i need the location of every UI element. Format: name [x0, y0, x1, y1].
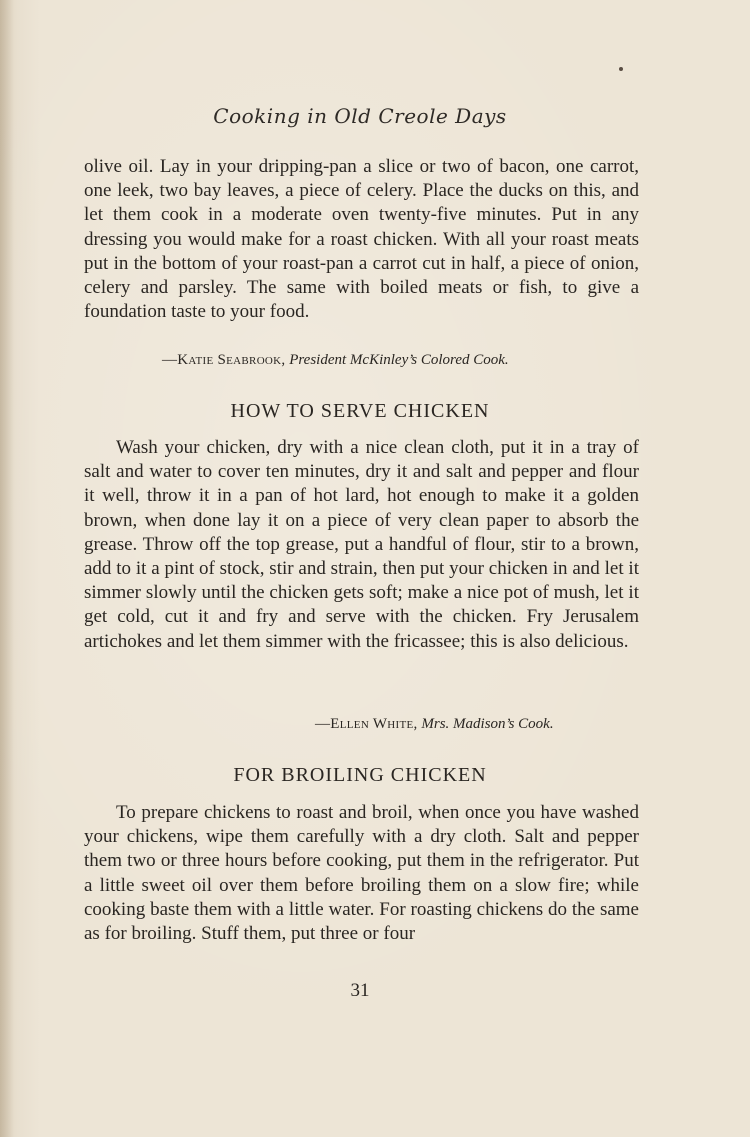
gutter-shadow — [0, 0, 14, 1137]
attribution-name: —Katie Seabrook, — [162, 352, 286, 368]
paragraph-how-to-serve-chicken: Wash your chicken, dry with a nice clean cloth, put it in a tray of salt and water to cover ten minutes, dry it and salt and pepper and flour it well, throw it in a pan of hot lard, hot enough to make it a golden brown, when done lay it on a piece of very clean paper to absorb the grease. Throw off the top grease, put a handful of flour, stir to a brown, add to it a pint of stock, stir and strain, then put your chicken in and let it simmer slowly until the chicken gets soft; make a nice pot of mush, let it get cold, cut it and fry and serve with the chicken. Fry Jerusalem artichokes and let them simmer with the fricassee; this is also delicious. — [84, 437, 639, 652]
attribution-role: President McKinley’s Colored Cook. — [289, 352, 509, 368]
attribution-name: —Ellen White, — [315, 716, 418, 732]
attribution-role: Mrs. Madison’s Cook. — [421, 716, 554, 732]
paragraph-duck-continuation: olive oil. Lay in your dripping-pan a slice or two of bacon, one carrot, one leek, two bay leaves, a piece of celery. Place the ducks on this, and let them cook in a moderate oven twenty-five minutes. Put in any dressing you would make for a roast chicken. With all your roast meats put in the bottom of your roast-pan a carrot cut in half, a piece of onion, celery and parsley. The same with boiled meats or fish, to give a foundation taste to your food. — [84, 156, 639, 323]
paper-speck — [619, 67, 623, 71]
running-head: Cooking in Old Creole Days — [213, 104, 507, 128]
page-number: 31 — [350, 980, 370, 1001]
attribution-ellen-white — [315, 716, 554, 733]
heading-how-to-serve-chicken: HOW TO SERVE CHICKEN — [230, 400, 490, 422]
heading-for-broiling-chicken: FOR BROILING CHICKEN — [233, 764, 487, 786]
paragraph-for-broiling-chicken: To prepare chickens to roast and broil, when once you have washed your chickens, wipe them carefully with a dry cloth. Salt and pepper them two or three hours before cooking, put them in the refrigerator. Put a little sweet oil over them before broiling them on a slow fire; while cooking baste them with a little water. For roasting chickens do the same as for broiling. Stuff them, put three or four — [84, 802, 639, 945]
attribution-katie-seabrook — [162, 352, 509, 369]
